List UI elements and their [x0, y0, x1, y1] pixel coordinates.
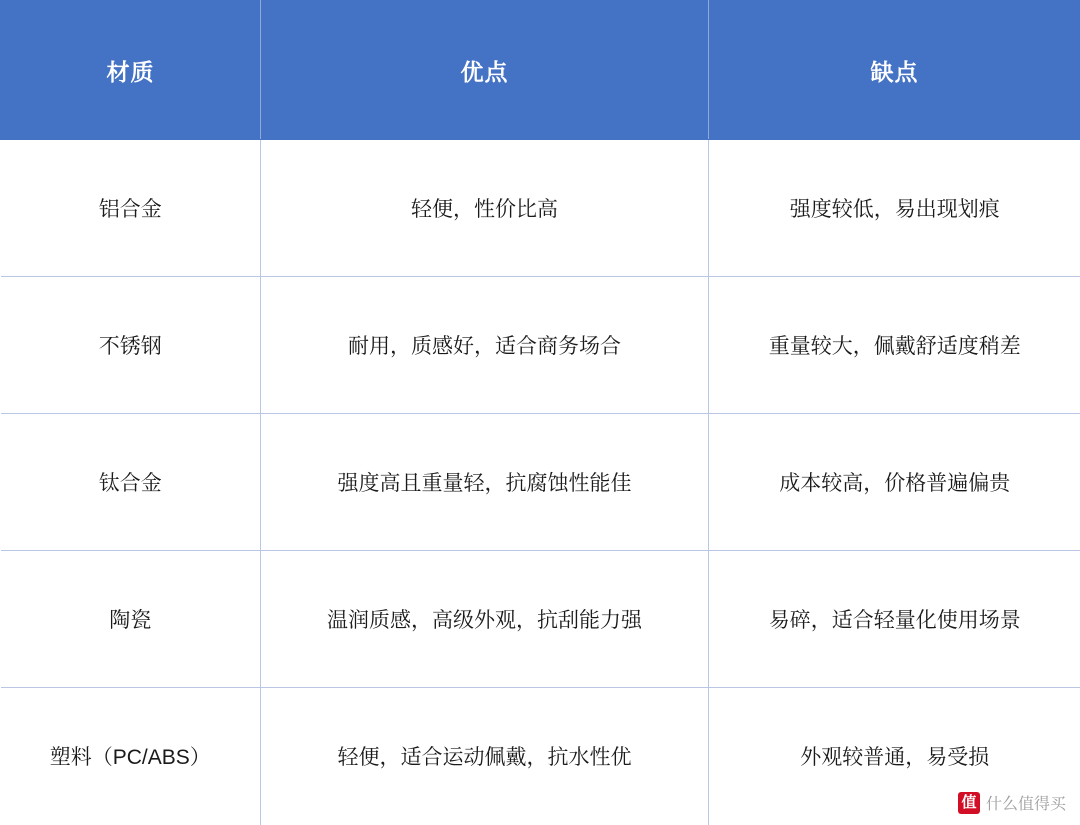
- cell-pros: 耐用，质感好，适合商务场合: [261, 277, 709, 414]
- cell-material: 塑料（PC/ABS）: [1, 688, 261, 825]
- table-body: [1, 140, 1080, 825]
- cell-cons: 成本较高，价格普遍偏贵: [709, 414, 1080, 551]
- table-header: [1, 1, 1080, 140]
- cell-material: 不锈钢: [1, 277, 261, 414]
- cell-cons: 易碎，适合轻量化使用场景: [709, 551, 1080, 688]
- table-row: [1, 277, 1080, 414]
- cell-pros: 轻便，适合运动佩戴，抗水性优: [261, 688, 709, 825]
- column-header-pros: 优点: [261, 1, 709, 140]
- watermark: [958, 791, 1066, 814]
- table-row: [1, 140, 1080, 277]
- cell-material: 钛合金: [1, 414, 261, 551]
- table-row: [1, 688, 1080, 825]
- smzdm-logo-icon: 值: [958, 792, 980, 814]
- cell-material: 铝合金: [1, 140, 261, 277]
- cell-pros: 强度高且重量轻，抗腐蚀性能佳: [261, 414, 709, 551]
- cell-pros: 轻便，性价比高: [261, 140, 709, 277]
- cell-cons: 强度较低，易出现划痕: [709, 140, 1080, 277]
- cell-pros: 温润质感，高级外观，抗刮能力强: [261, 551, 709, 688]
- table-header-row: [1, 1, 1080, 140]
- table-row: [1, 551, 1080, 688]
- cell-material: 陶瓷: [1, 551, 261, 688]
- cell-cons: 外观较普通，易受损: [709, 688, 1080, 825]
- column-header-cons: 缺点: [709, 1, 1080, 140]
- column-header-material: 材质: [1, 1, 261, 140]
- cell-cons: 重量较大，佩戴舒适度稍差: [709, 277, 1080, 414]
- table-row: [1, 414, 1080, 551]
- watermark-label: 什么值得买: [986, 791, 1066, 814]
